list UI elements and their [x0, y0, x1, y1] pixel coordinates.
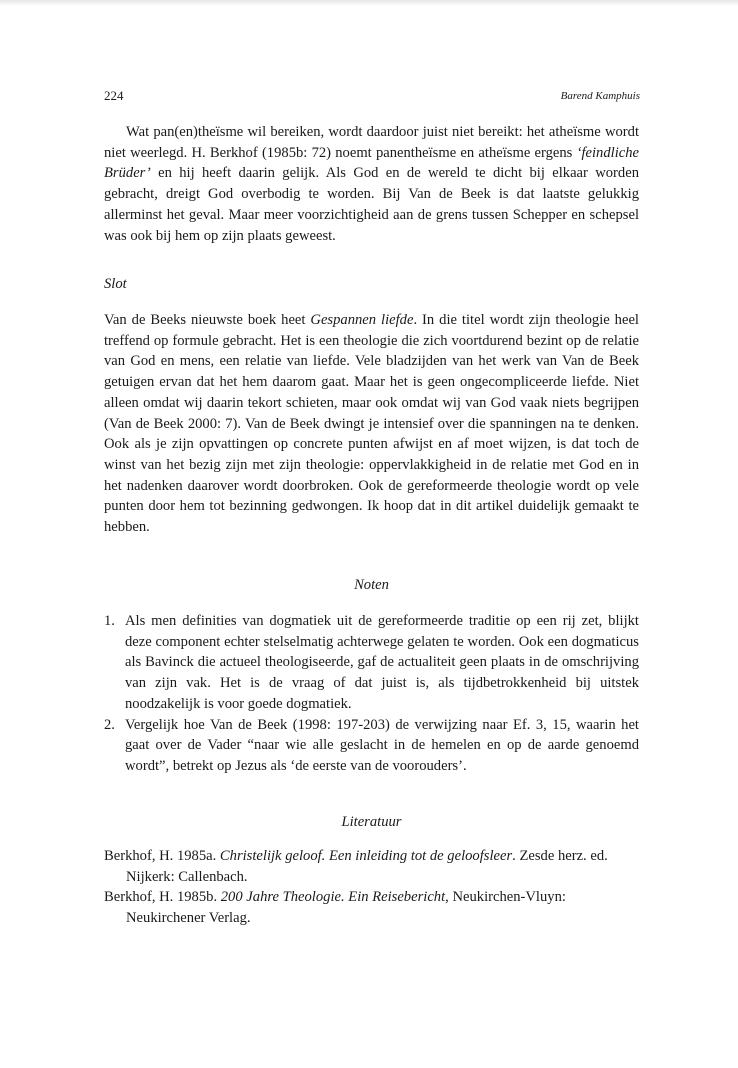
running-head: Barend Kamphuis — [560, 90, 640, 102]
intro-text-2: en hij heeft daarin gelijk. Als God en de wereld te dicht bij elkaar worden gebracht, dreigt God overbodig te worden. Bij Van de Beek is dat laatste gelukkig allerminst het geval. Maar meer voorzichtigheid aan de grens tussen Schepper en schepsel was ook bij hem op zijn plaats geweest. — [104, 165, 639, 244]
slot-text-rest: . In die titel wordt zijn theologie heel treffend op formule gebracht. Het is een theologie die zich voortdurend bezint op de relatie van God en mens, een relatie van liefde. Vele bladzijden van het werk van Van de Beek getuigen ervan dat het hem daarom gaat. Maar het is geen ongecompliceerde liefde. Niet alleen omdat wij daarin tekort schieten, maar ook omdat wij van God vaak niets begrijpen (Van de Beek 2000: 7). Van de Beek dwingt je intensief over die spanningen na te denken. Ook als je zijn opvattingen op concrete punten afwijst en af moet wijzen, is dat toch de winst van het bezig zijn met zijn theologie: oppervlakkigheid in de relatie met God en in het nadenken daarover wordt doorbroken. Ook de gereformeerde theologie wordt op vele punten door hem tot bezinning gedwongen. Ik hoop dat in dit artikel duidelijk gemaakt te hebben. — [104, 312, 639, 536]
note-item — [104, 715, 639, 777]
reference-item — [104, 887, 639, 928]
note-number: 2. — [104, 716, 115, 733]
intro-section — [104, 122, 639, 246]
slot-paragraph — [104, 310, 639, 538]
scan-edge — [0, 0, 738, 6]
notes-heading: Noten — [354, 577, 389, 593]
page-number: 224 — [104, 88, 124, 103]
slot-text-start: Van de Beeks nieuwste boek heet — [104, 312, 311, 328]
intro-text-1: Wat pan(en)theïsme wil bereiken, wordt daardoor juist niet bereikt: het atheïsme wordt niet weerlegd. H. Berkhof (1985b: 72) noemt panentheïsme en atheïsme ergens — [104, 124, 639, 161]
note-text: Vergelijk hoe Van de Beek (1998: 197-203) de verwijzing naar Ef. 3, 15, waarin het gaat over de Vader “naar wie alle geslacht in de hemelen en op de aarde genoemd wordt”, betrekt op Jezus als ‘de eerste van de voorouders’. — [125, 716, 639, 774]
reference-title: Christelijk geloof. Een inleiding tot de geloofsleer — [219, 848, 513, 864]
notes-list — [104, 611, 639, 777]
intro-quote: ‘feindliche Brüder’ — [104, 144, 639, 182]
reference-publisher: , Neukirchen-Vluyn: Neukirchener Verlag. — [126, 889, 566, 927]
literature-heading: Literatuur — [341, 814, 402, 830]
intro-paragraph — [104, 122, 639, 246]
book-title: Gespannen liefde — [310, 312, 414, 328]
reference-publisher: . Zesde herz. ed. Nijkerk: Callenbach. — [126, 848, 608, 885]
reference-author: Berkhof, H. 1985b. — [104, 889, 221, 906]
literature-list — [104, 846, 639, 929]
reference-title: 200 Jahre Theologie. Ein Reisebericht — [220, 889, 446, 906]
reference-author: Berkhof, H. 1985a. — [104, 848, 220, 864]
note-text: Als men definities van dogmatiek uit de gereformeerde traditie op een rij zet, blijkt deze component echter stelselmatig achterwege gelaten te worden. Ook een dogmaticus als Bavinck die actueel theologiseerde, gaf de actualiteit geen plaats in de omschrijving van zijn vak. Het is de vraag of dat juist is, als tijdbetrokkenheid bij uitstek noodzakelijk is voor goede dogmatiek. — [125, 613, 639, 712]
note-number: 1. — [104, 613, 115, 629]
note-item — [104, 611, 639, 715]
reference-item — [104, 846, 639, 887]
slot-heading: Slot — [104, 276, 127, 292]
slot-section — [104, 310, 639, 538]
